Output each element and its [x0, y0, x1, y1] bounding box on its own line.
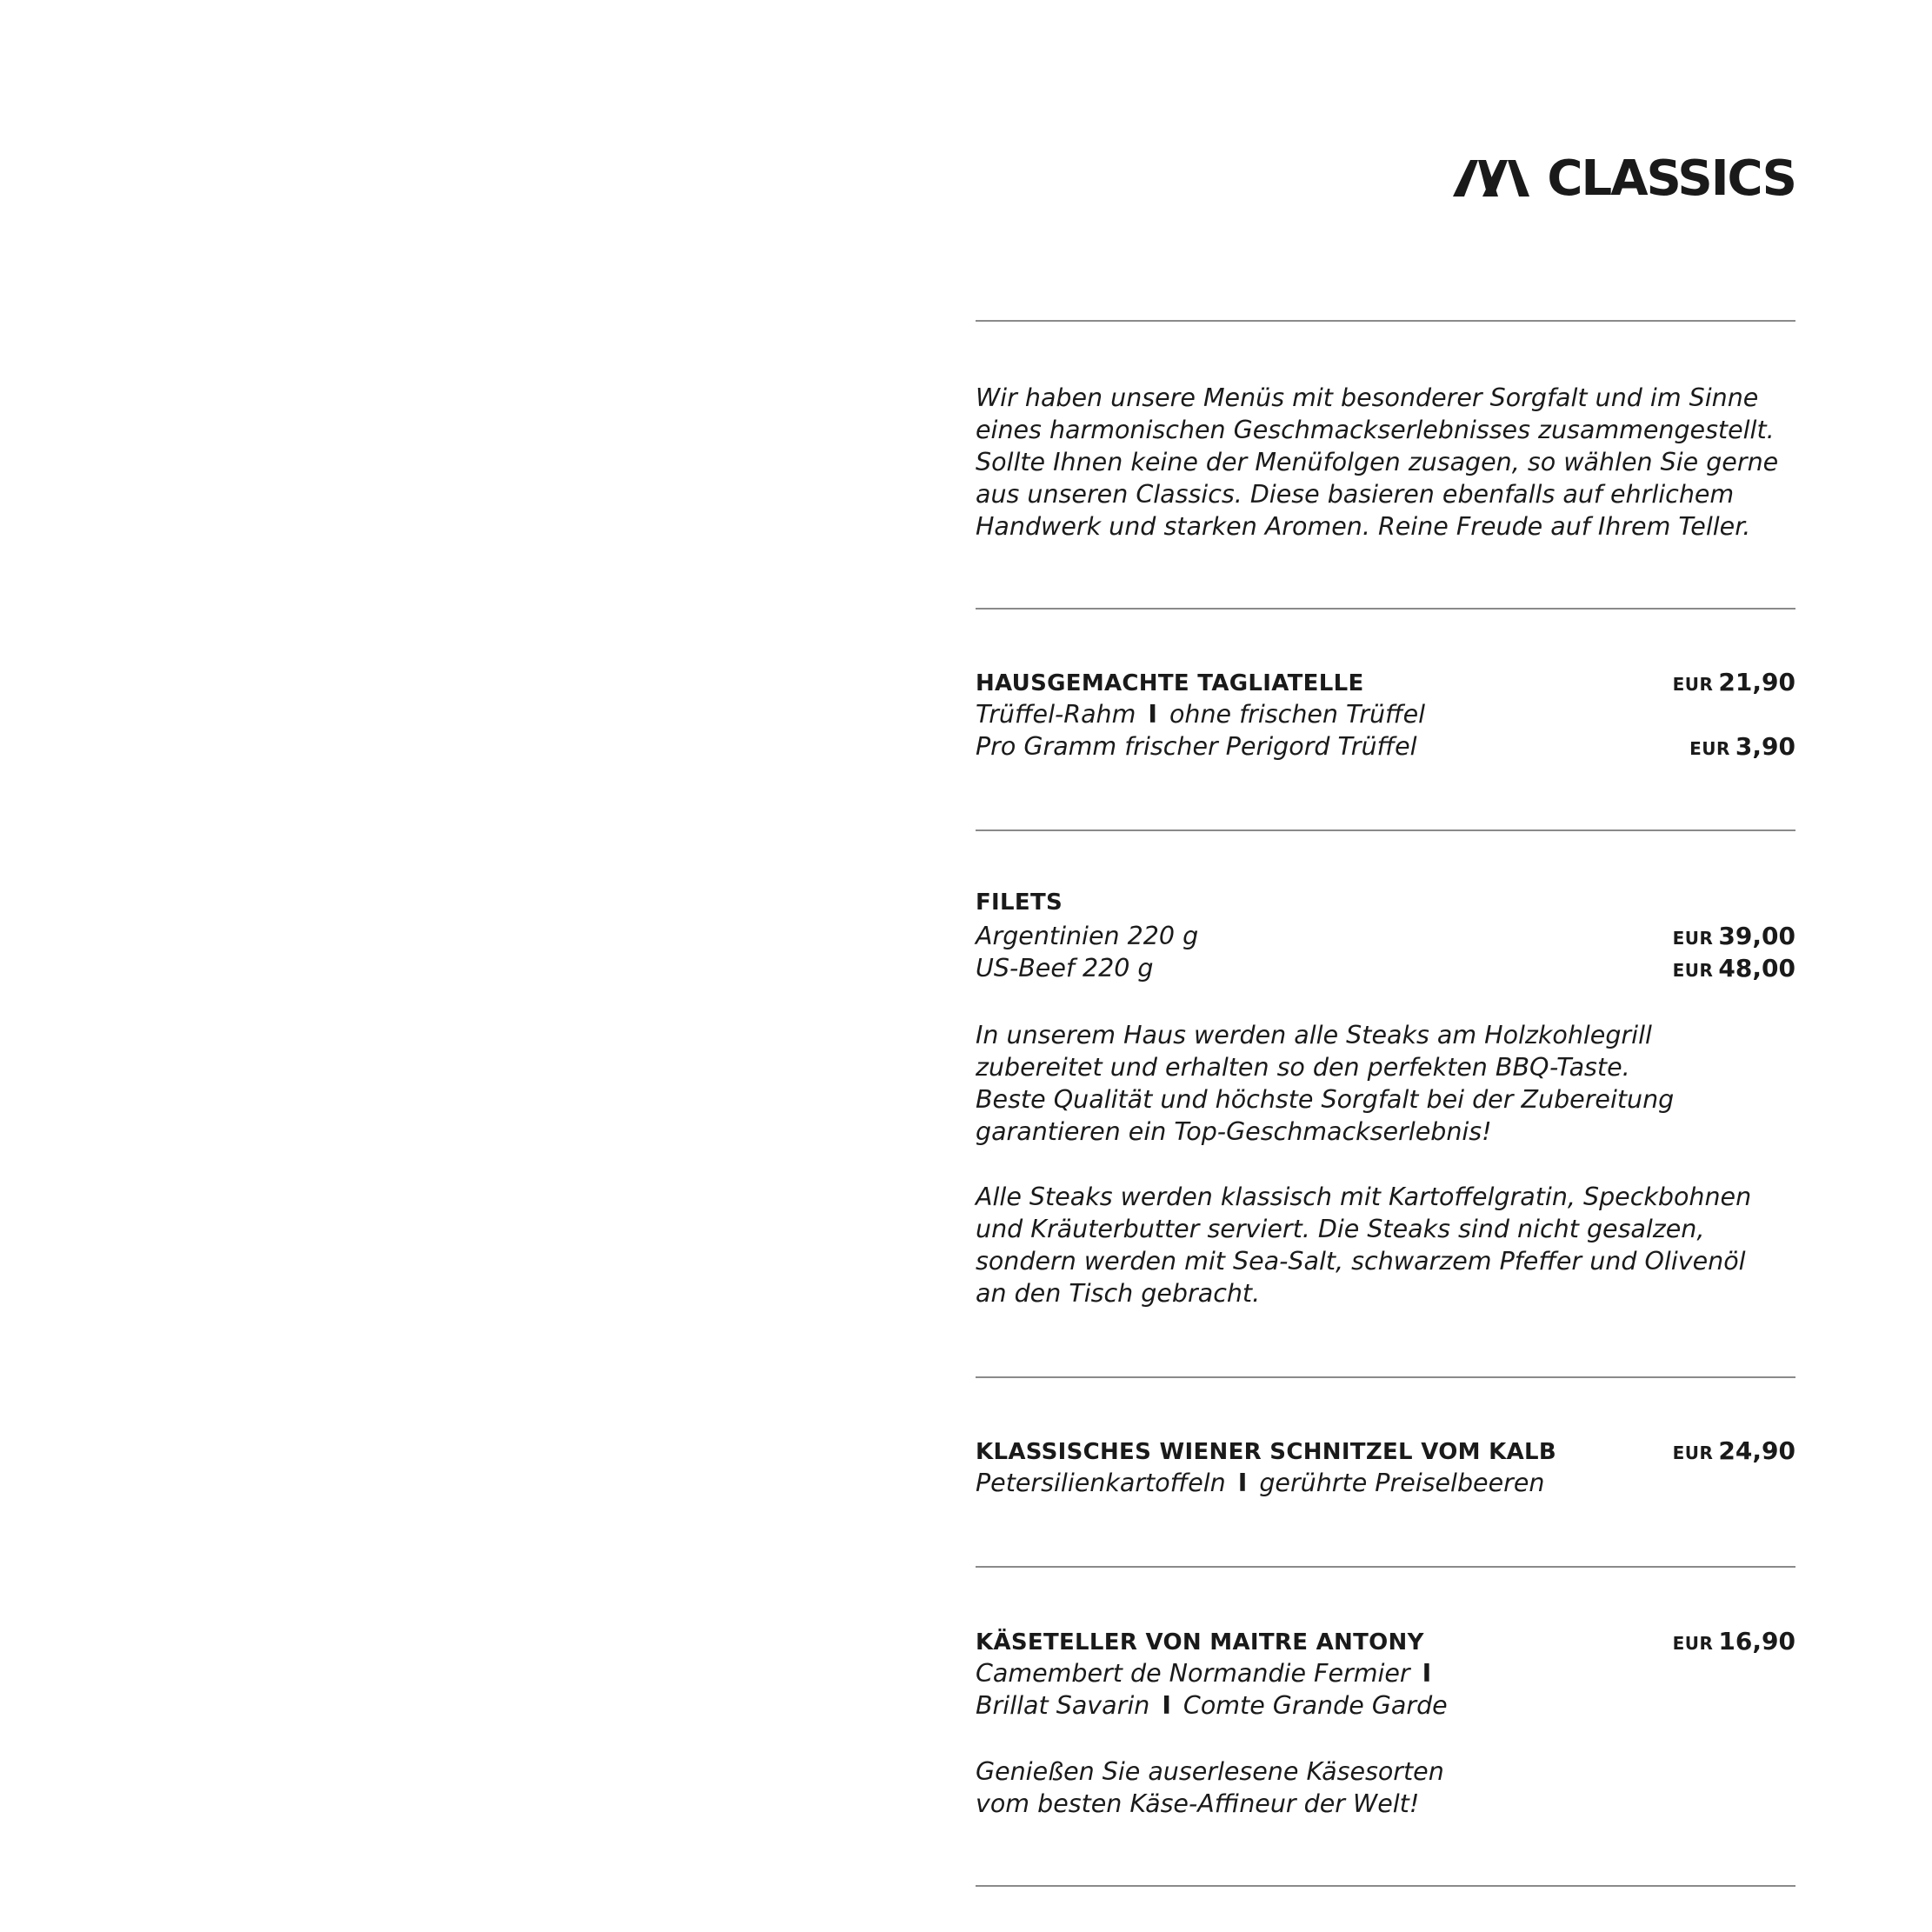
dish-description	[976, 1469, 1795, 1501]
currency-label: EUR	[1672, 1633, 1714, 1654]
para-line: Beste Qualität und höchste Sorgfalt bei der Zubereitung	[976, 1085, 1675, 1114]
separator-bar: I	[1162, 1691, 1171, 1720]
para-line: und Kräuterbutter serviert. Die Steaks sind nicht gesalzen,	[976, 1215, 1705, 1243]
filets-description	[976, 1019, 1795, 1148]
price-value: 24,90	[1718, 1436, 1795, 1465]
divider	[976, 1885, 1795, 1887]
variant-price	[1673, 922, 1795, 950]
menu-item-schnitzel	[976, 1436, 1795, 1469]
extra-price	[1689, 732, 1795, 761]
price-value: 16,90	[1718, 1627, 1795, 1656]
separator-bar: I	[1148, 700, 1157, 729]
desc-part: Comte Grande Garde	[1183, 1691, 1448, 1720]
dish-description	[976, 1659, 1795, 1691]
menu-item-tagliatelle	[976, 668, 1795, 700]
divider	[976, 320, 1795, 322]
intro-line: eines harmonischen Geschmackserlebnisses zusammengestellt.	[976, 416, 1775, 444]
menu-item-filets	[976, 889, 1795, 922]
desc-part: ohne frischen Trüffel	[1169, 700, 1426, 729]
price-value: 48,00	[1718, 954, 1795, 983]
divider	[976, 829, 1795, 831]
variant-label: Argentinien 220 g	[976, 922, 1199, 950]
dish-price	[1673, 1627, 1795, 1656]
intro-text	[976, 382, 1795, 543]
dish-description	[976, 1691, 1795, 1723]
dish-name: KLASSISCHES WIENER SCHNITZEL VOM KALB	[976, 1439, 1557, 1465]
para-line: sondern werden mit Sea-Salt, schwarzem Pfeffer und Olivenöl	[976, 1247, 1746, 1276]
variant-label: US-Beef 220 g	[976, 954, 1154, 983]
intro-line: Wir haben unsere Menüs mit besonderer Sorgfalt und im Sinne	[976, 383, 1759, 412]
price-value: 39,00	[1718, 922, 1795, 950]
para-line: In unserem Haus werden alle Steaks am Holzkohlegrill	[976, 1021, 1652, 1049]
double-chevron-logo-icon	[1453, 158, 1531, 200]
dish-description	[976, 700, 1795, 732]
para-line: Genießen Sie auserlesene Käsesorten	[976, 1757, 1444, 1786]
para-line: Alle Steaks werden klassisch mit Kartoffelgratin, Speckbohnen	[976, 1183, 1752, 1211]
separator-bar: I	[1237, 1469, 1248, 1497]
currency-label: EUR	[1672, 960, 1714, 981]
filet-variant-argentina	[976, 922, 1795, 954]
dish-price	[1673, 668, 1795, 696]
menu-item-cheese-plate	[976, 1627, 1795, 1659]
intro-line: aus unseren Classics. Diese basieren ebenfalls auf ehrlichem	[976, 480, 1735, 509]
intro-line: Sollte Ihnen keine der Menüfolgen zusagen, so wählen Sie gerne	[976, 448, 1779, 476]
dish-name: FILETS	[976, 889, 1063, 916]
desc-part: Camembert de Normandie Fermier	[976, 1659, 1410, 1688]
title-text: CLASSICS	[1547, 150, 1795, 207]
divider	[976, 1376, 1795, 1378]
desc-part: Trüffel-Rahm	[976, 700, 1136, 729]
intro-line: Handwerk und starken Aromen. Reine Freude auf Ihrem Teller.	[976, 512, 1751, 541]
dish-name: KÄSETELLER VON MAITRE ANTONY	[976, 1629, 1424, 1656]
currency-label: EUR	[1672, 1442, 1714, 1463]
filets-serving-note	[976, 1181, 1795, 1309]
dish-name: HAUSGEMACHTE TAGLIATELLE	[976, 670, 1364, 696]
desc-part: Brillat Savarin	[976, 1691, 1150, 1720]
filet-variant-us-beef	[976, 954, 1795, 986]
currency-label: EUR	[1672, 928, 1714, 949]
divider	[976, 608, 1795, 610]
divider	[976, 1566, 1795, 1568]
desc-part: gerührte Preiselbeeren	[1259, 1469, 1545, 1497]
currency-label: EUR	[1672, 674, 1714, 695]
dish-price	[1673, 1436, 1795, 1465]
para-line: garantieren ein Top-Geschmackserlebnis!	[976, 1117, 1492, 1146]
price-value: 21,90	[1718, 668, 1795, 696]
separator-bar: I	[1422, 1659, 1432, 1688]
page-title	[1453, 150, 1795, 207]
desc-part: Petersilienkartoffeln	[976, 1469, 1226, 1497]
price-value: 3,90	[1735, 732, 1795, 761]
para-line: an den Tisch gebracht.	[976, 1279, 1261, 1308]
para-line: vom besten Käse-Affineur der Welt!	[976, 1789, 1420, 1818]
extra-label: Pro Gramm frischer Perigord Trüffel	[976, 732, 1417, 761]
para-line: zubereitet und erhalten so den perfekten BBQ-Taste.	[976, 1053, 1630, 1082]
cheese-note	[976, 1755, 1795, 1820]
menu-item-truffle-extra	[976, 732, 1795, 764]
currency-label: EUR	[1689, 738, 1730, 759]
variant-price	[1673, 954, 1795, 983]
